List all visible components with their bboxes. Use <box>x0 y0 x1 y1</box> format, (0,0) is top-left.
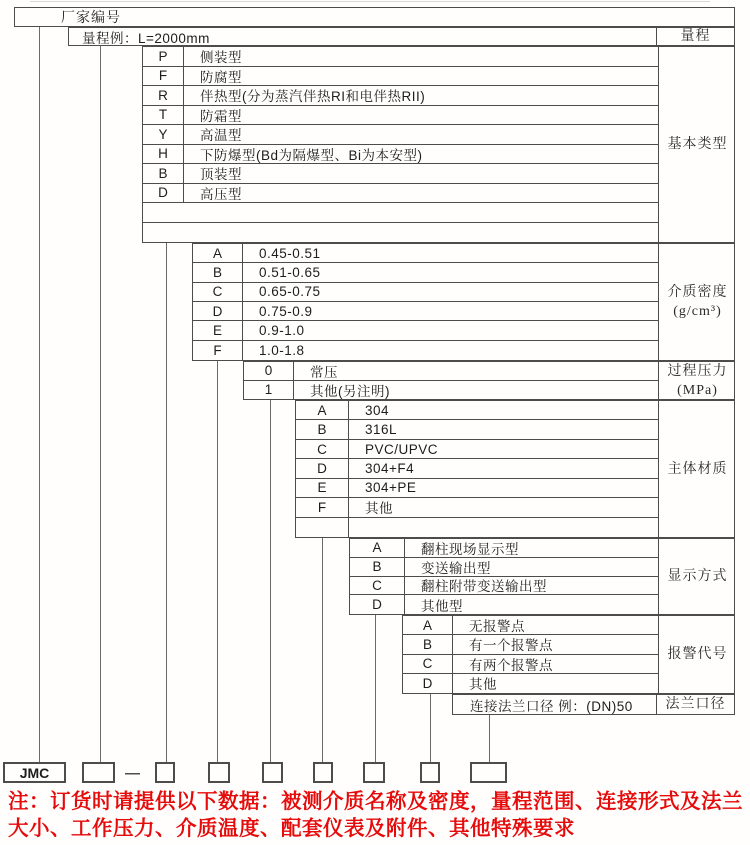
code-box-5 <box>313 762 333 783</box>
option-code: A <box>296 401 349 419</box>
option-row <box>193 302 658 321</box>
option-row <box>143 106 658 126</box>
option-row <box>143 86 658 106</box>
range-example-text: 量程例：L=2000mm <box>82 30 210 46</box>
option-description <box>184 203 658 222</box>
option-code: T <box>143 106 184 125</box>
option-row <box>143 125 658 145</box>
section-label-alarm-code <box>658 616 736 693</box>
section-medium-density <box>192 243 735 361</box>
option-code: F <box>143 67 184 86</box>
option-description: 其他型 <box>421 598 463 614</box>
option-description: 高温型 <box>200 128 242 144</box>
option-row <box>143 47 658 67</box>
code-box-3 <box>208 762 230 783</box>
option-code: D <box>403 674 453 693</box>
connector-line <box>270 400 271 762</box>
option-code <box>296 518 349 537</box>
option-code: P <box>143 47 184 66</box>
section-process-pressure <box>243 361 735 400</box>
code-box-8 <box>470 762 507 783</box>
code-box-6 <box>363 762 385 783</box>
option-code: B <box>143 164 184 183</box>
option-row <box>296 479 658 498</box>
section-label-line: (MPa) <box>677 382 718 398</box>
connector-line <box>375 615 376 762</box>
option-row <box>143 223 658 243</box>
separator-dash: — <box>125 764 140 782</box>
option-code: E <box>193 321 243 339</box>
option-description: PVC/UPVC <box>365 441 439 457</box>
option-description: 304+F4 <box>365 460 415 476</box>
option-code: Y <box>143 125 184 144</box>
option-description: 翻柱现场显示型 <box>421 541 519 557</box>
option-description: 0.65-0.75 <box>259 284 321 300</box>
ordering-note-line2: 大小、工作压力、介质温度、配套仪表及附件、其他特殊要求 <box>8 817 575 840</box>
option-description: 有一个报警点 <box>469 638 553 654</box>
option-row <box>244 362 658 381</box>
option-row <box>193 321 658 340</box>
model-prefix-box <box>3 762 66 783</box>
option-code: 1 <box>244 381 294 400</box>
section-label-line: 报警代号 <box>667 647 728 662</box>
option-code: D <box>296 459 349 477</box>
option-row <box>296 401 658 420</box>
option-code: D <box>193 302 243 320</box>
section-body-material <box>295 400 735 538</box>
option-description: 常压 <box>310 364 338 380</box>
option-row <box>193 283 658 302</box>
option-code: C <box>193 283 243 301</box>
option-code <box>143 223 184 243</box>
section-label-medium-density <box>658 244 736 360</box>
option-row <box>143 203 658 223</box>
option-description: 0.51-0.65 <box>259 264 321 280</box>
section-label-basic-type <box>658 47 736 242</box>
option-description: 有两个报警点 <box>469 657 553 673</box>
option-row <box>350 577 658 596</box>
option-description: 304+PE <box>365 480 417 496</box>
code-box-4 <box>262 762 283 783</box>
option-code: B <box>403 635 453 653</box>
option-row <box>403 674 658 693</box>
option-description: 0.75-0.9 <box>259 303 313 319</box>
option-row <box>143 184 658 204</box>
option-code: D <box>350 595 405 614</box>
option-code: R <box>143 86 184 105</box>
section-label-line: 显示方式 <box>667 569 728 584</box>
option-row <box>350 595 658 614</box>
option-description: 防霜型 <box>200 108 242 124</box>
option-description: 304 <box>365 402 390 418</box>
option-row <box>296 440 658 459</box>
range-row <box>68 27 735 46</box>
option-description: 下防爆型(Bd为隔爆型、Bi为本安型) <box>200 147 423 163</box>
section-alarm-code <box>402 615 735 694</box>
option-code: B <box>193 263 243 281</box>
option-description: 侧装型 <box>200 50 242 66</box>
option-description: 其他 <box>365 501 393 517</box>
option-description: 0.45-0.51 <box>259 245 321 261</box>
option-row <box>296 498 658 517</box>
model-prefix-label: JMC <box>19 764 50 781</box>
option-row <box>296 420 658 439</box>
manufacturer-number-label: 厂家编号 <box>61 9 121 25</box>
option-code: C <box>350 577 405 595</box>
section-display-mode <box>349 538 735 615</box>
option-description: 无报警点 <box>469 619 525 635</box>
option-description: 高压型 <box>200 186 242 202</box>
option-row <box>143 67 658 87</box>
connector-line <box>489 715 490 762</box>
connector-line <box>166 243 167 762</box>
option-row <box>193 244 658 263</box>
flange-size-label: 法兰口径 <box>656 695 734 714</box>
option-row <box>193 263 658 282</box>
code-box-2 <box>155 762 175 783</box>
ordering-note <box>8 788 748 842</box>
option-description: 0.9-1.0 <box>259 322 305 338</box>
option-row <box>350 558 658 577</box>
option-description: 316L <box>365 422 398 438</box>
option-code <box>143 203 184 222</box>
ordering-note-line1: 注：订货时请提供以下数据：被测介质名称及密度，量程范围、连接形式及法兰 <box>8 790 743 813</box>
option-description: 顶装型 <box>200 167 242 183</box>
option-description: 翻柱附带变送输出型 <box>421 579 547 595</box>
option-description <box>184 223 658 243</box>
option-description: 伴热型(分为蒸汽伴热RI和电伴热RII) <box>200 89 426 105</box>
option-row <box>244 381 658 400</box>
option-code: D <box>143 184 184 203</box>
option-code: F <box>193 341 243 360</box>
option-code: E <box>296 479 349 497</box>
option-row <box>350 539 658 558</box>
connector-line <box>322 538 323 762</box>
option-code: A <box>193 244 243 262</box>
option-row <box>296 518 658 537</box>
flange-size-text: 连接法兰口径 例：(DN)50 <box>470 698 633 714</box>
option-code: H <box>143 145 184 164</box>
option-row <box>193 341 658 360</box>
option-code: F <box>296 498 349 516</box>
option-row <box>403 655 658 674</box>
connector-line <box>217 361 218 762</box>
option-description: 其他(另注明) <box>310 383 390 399</box>
option-row <box>143 164 658 184</box>
top-edge-line <box>30 1 710 2</box>
section-label-line: 基本类型 <box>667 137 728 152</box>
option-code: A <box>350 539 405 557</box>
option-description: 其他 <box>469 677 497 693</box>
code-box-7 <box>420 762 440 783</box>
option-code: 0 <box>244 362 294 380</box>
flange-size-row <box>452 694 735 715</box>
range-row-label: 量程 <box>656 28 734 45</box>
connector-line <box>39 27 40 762</box>
connector-line <box>100 46 101 762</box>
option-code: B <box>296 420 349 438</box>
option-code: C <box>403 655 453 673</box>
section-label-line: (g/cm³) <box>673 304 722 319</box>
section-label-line: 过程压力 <box>667 363 728 379</box>
option-row <box>403 635 658 654</box>
section-label-body-material <box>658 401 736 537</box>
option-code: A <box>403 616 453 634</box>
option-row <box>403 616 658 635</box>
section-label-process-pressure <box>658 362 736 399</box>
section-label-display-mode <box>658 539 736 614</box>
section-label-line: 主体材质 <box>667 461 728 477</box>
option-description: 1.0-1.8 <box>259 342 305 358</box>
option-description: 防腐型 <box>200 69 242 85</box>
option-code: B <box>350 558 405 576</box>
option-code: C <box>296 440 349 458</box>
section-basic-type <box>142 46 735 243</box>
option-description: 变送输出型 <box>421 560 491 576</box>
option-row <box>143 145 658 165</box>
connector-line <box>430 694 431 762</box>
option-row <box>296 459 658 478</box>
manufacturer-number-box <box>14 7 735 27</box>
option-description <box>349 518 658 537</box>
code-box-1 <box>82 762 115 783</box>
section-label-line: 介质密度 <box>667 285 728 300</box>
